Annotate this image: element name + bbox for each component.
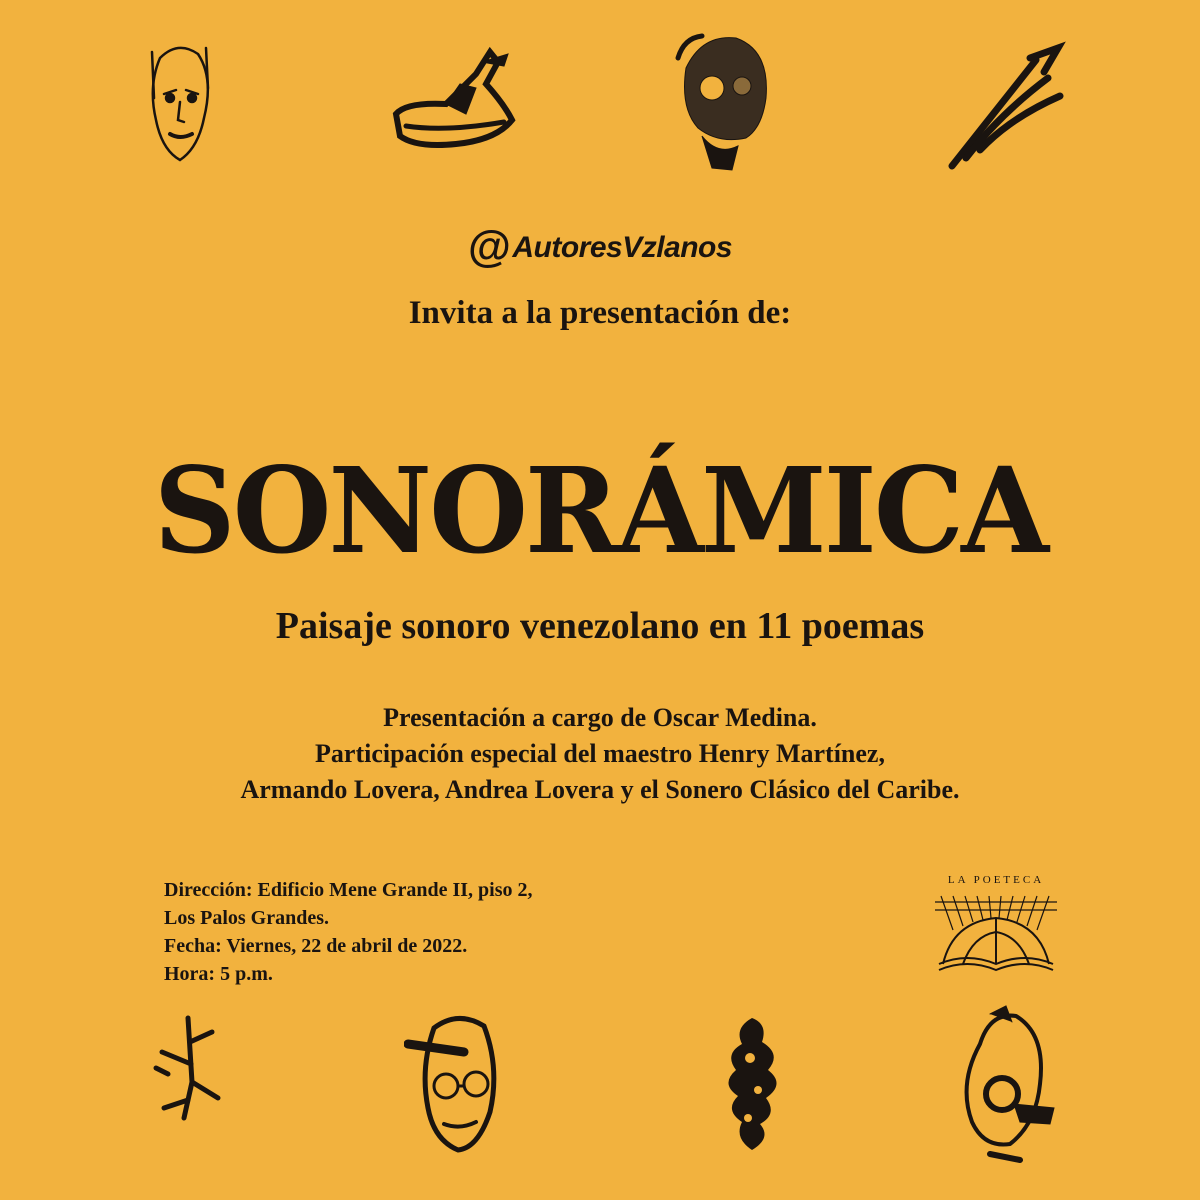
twitter-handle <box>0 222 1200 272</box>
branch-sketch-icon <box>148 1012 228 1124</box>
event-subtitle: Paisaje sonoro venezolano en 11 poemas <box>275 605 925 647</box>
fist-sketch-icon <box>950 1004 1060 1164</box>
detail-line: Fecha: Viernes, 22 de abril de 2022. <box>164 935 468 957</box>
logo-name: LA POETECA <box>947 874 1045 886</box>
invite-line: Invita a la presentación de: <box>408 295 792 331</box>
la-poeteca-logo <box>928 874 1064 984</box>
detail-line: Dirección: Edificio Mene Grande II, piso 2, <box>164 879 533 901</box>
credits-line: Participación especial del maestro Henry Martínez, <box>315 739 885 768</box>
detail-line: Los Palos Grandes. <box>164 907 330 929</box>
credits-block <box>0 700 1200 808</box>
shoe-sketch-icon <box>386 44 526 154</box>
flame-sketch-icon <box>712 1014 794 1154</box>
glasses-face-sketch-icon <box>404 1008 512 1158</box>
book-dome-icon <box>933 892 1059 976</box>
credits-line: Armando Lovera, Andrea Lovera y el Sonero Clásico del Caribe. <box>240 775 960 804</box>
at-sign: @ <box>467 222 511 271</box>
handle-text: AutoresVzlanos <box>512 231 733 264</box>
detail-line: Hora: 5 p.m. <box>164 963 273 985</box>
event-details <box>164 876 533 988</box>
event-title: SONORÁMICA <box>153 441 1047 580</box>
mask-sketch-icon <box>672 28 776 174</box>
feather-sketch-icon <box>940 38 1070 178</box>
credits-line: Presentación a cargo de Oscar Medina. <box>383 703 817 732</box>
face-sketch-icon <box>140 38 218 172</box>
